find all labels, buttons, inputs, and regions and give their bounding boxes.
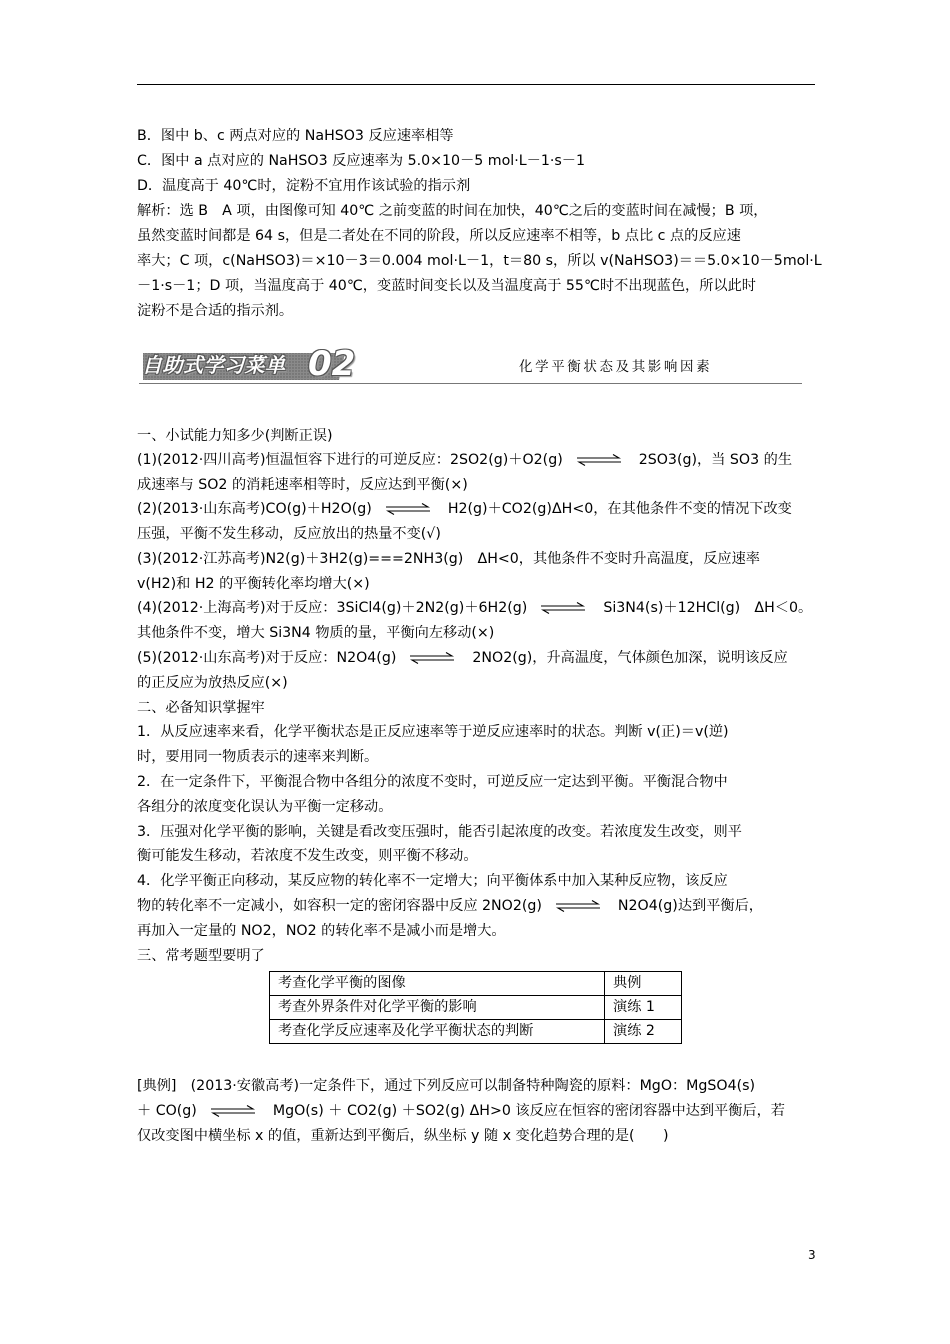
section-heading: 三、常考题型要明了 [137, 948, 265, 964]
question-line: 的正反应为放热反应(×) [137, 675, 288, 691]
banner-title: 自助式学习菜单 [142, 353, 286, 377]
header-rule [137, 84, 815, 85]
knowledge-line: 衡可能发生移动，若浓度不发生改变，则平衡不移动。 [137, 848, 478, 864]
banner-underline [139, 383, 802, 384]
question-text: (5)(2012·山东高考)对于反应：N2O4(g) [137, 650, 397, 666]
equilibrium-arrow-icon [556, 900, 600, 912]
knowledge-line: 4．化学平衡正向移动，某反应物的转化率不一定增大；向平衡体系中加入某种反应物，该反应 [137, 873, 728, 889]
example-text: MgO(s) ＋ CO2(g) ＋SO2(g) ΔH>0 该反应在恒容的密闭容器中达到平衡后，若 [272, 1103, 785, 1119]
analysis-line: 解析：选 B A 项，由图像可知 40℃ 之前变蓝的时间在加快，40℃之后的变蓝时间在减慢；B 项， [137, 203, 768, 219]
question-text: (1)(2012·四川高考)恒温恒容下进行的可逆反应：2SO2(g)＋O2(g) [137, 452, 563, 468]
topic-table [269, 971, 682, 1044]
example-text: ＋ CO(g) [137, 1103, 197, 1119]
example-line [137, 1099, 785, 1124]
equilibrium-arrow-icon [541, 602, 585, 614]
question-text: 2NO2(g)，升高温度，气体颜色加深，说明该反应 [472, 650, 788, 666]
question-text: (4)(2012·上海高考)对于反应：3SiCl4(g)＋2N2(g)＋6H2(g) [137, 600, 528, 616]
question-line: (3)(2012·江苏高考)N2(g)＋3H2(g)===2NH3(g) ΔH<0，其他条件不变时升高温度，反应速率 [137, 551, 760, 567]
option-d: D．温度高于 40℃时，淀粉不宜用作该试验的指示剂 [137, 178, 471, 194]
table-cell: 考查化学平衡的图像 [270, 972, 605, 996]
question-line [137, 596, 812, 621]
example-line: 仅改变图中横坐标 x 的值，重新达到平衡后，纵坐标 y 随 x 变化趋势合理的是( ) [137, 1128, 669, 1144]
analysis-line: －1·s－1；D 项，当温度高于 40℃，变蓝时间变长以及当温度高于 55℃时不出现蓝色，所以此时 [137, 278, 756, 294]
equilibrium-arrow-icon [410, 652, 454, 664]
table-cell: 考查外界条件对化学平衡的影响 [270, 996, 605, 1020]
question-line: 其他条件不变，增大 Si3N4 物质的量，平衡向左移动(×) [137, 625, 495, 641]
question-text: (2)(2013·山东高考)CO(g)＋H2O(g) [137, 501, 372, 517]
knowledge-line: 1．从反应速率来看，化学平衡状态是正反应速率等于逆反应速率时的状态。判断 v(正)＝v(逆) [137, 724, 729, 740]
option-b: B．图中 b、c 两点对应的 NaHSO3 反应速率相等 [137, 128, 454, 144]
question-line [137, 497, 792, 522]
table-cell: 演练 2 [605, 1020, 682, 1044]
table-cell: 典例 [605, 972, 682, 996]
knowledge-line: 再加入一定量的 NO2，NO2 的转化率不是减小而是增大。 [137, 923, 506, 939]
table-cell: 演练 1 [605, 996, 682, 1020]
question-line [137, 646, 788, 671]
table-cell: 考查化学反应速率及化学平衡状态的判断 [270, 1020, 605, 1044]
question-text: Si3N4(s)＋12HCl(g) ΔH＜0。 [603, 600, 813, 616]
analysis-line: 淀粉不是合适的指示剂。 [137, 303, 294, 319]
question-line: 成速率与 SO2 的消耗速率相等时，反应达到平衡(×) [137, 477, 468, 493]
page-number: 3 [808, 1248, 816, 1262]
analysis-line: 率大；C 项，c(NaHSO3)＝×10－3＝0.004 mol·L－1，t＝80 s，所以 v(NaHSO3)＝＝5.0×10－5mol·L [137, 253, 822, 269]
analysis-line: 虽然变蓝时间都是 64 s，但是二者处在不同的阶段，所以反应速率不相等，b 点比 c 点的反应速 [137, 228, 741, 244]
knowledge-line [137, 894, 763, 919]
question-line: v(H2)和 H2 的平衡转化率均增大(×) [137, 576, 370, 592]
option-c: C．图中 a 点对应的 NaHSO3 反应速率为 5.0×10－5 mol·L－1·s－1 [137, 153, 585, 169]
section-heading: 一、小试能力知多少(判断正误) [137, 428, 333, 444]
knowledge-line: 时，要用同一物质表示的速率来判断。 [137, 749, 379, 765]
table-row [270, 996, 682, 1020]
section-heading: 二、必备知识掌握牢 [137, 700, 265, 716]
equilibrium-arrow-icon [211, 1105, 255, 1117]
knowledge-line: 3．压强对化学平衡的影响，关键是看改变压强时，能否引起浓度的改变。若浓度发生改变，则平 [137, 824, 742, 840]
example-line: [典例] (2013·安徽高考)一定条件下，通过下列反应可以制备特种陶瓷的原料：MgO：MgSO4(s) [137, 1078, 756, 1094]
knowledge-line: 各组分的浓度变化误认为平衡一定移动。 [137, 799, 393, 815]
table-row [270, 972, 682, 996]
equilibrium-arrow-icon [577, 454, 621, 466]
knowledge-text: 物的转化率不一定减小，如容积一定的密闭容器中反应 2NO2(g) [137, 898, 542, 914]
table-row [270, 1020, 682, 1044]
knowledge-text: N2O4(g)达到平衡后， [617, 898, 763, 914]
banner-number: 02 [308, 344, 356, 384]
banner-subtitle: 化学平衡状态及其影响因素 [519, 359, 713, 375]
question-text: 2SO3(g)，当 SO3 的生 [638, 452, 793, 468]
knowledge-line: 2．在一定条件下，平衡混合物中各组分的浓度不变时，可逆反应一定达到平衡。平衡混合物中 [137, 774, 728, 790]
question-text: H2(g)＋CO2(g)ΔH<0，在其他条件不变的情况下改变 [447, 501, 792, 517]
question-line [137, 448, 792, 473]
equilibrium-arrow-icon [386, 503, 430, 515]
question-line: 压强，平衡不发生移动，反应放出的热量不变(√) [137, 526, 441, 542]
